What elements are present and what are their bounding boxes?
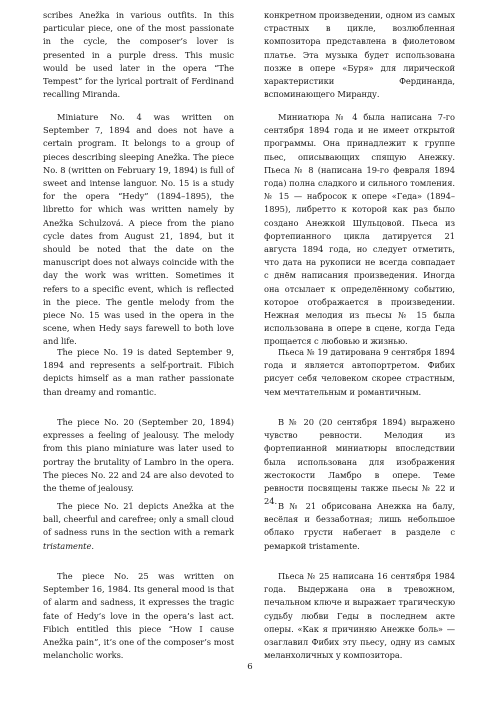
english-paragraph-5 — [43, 500, 234, 553]
english-column — [43, 346, 234, 399]
russian-column — [264, 111, 455, 349]
english-column — [43, 500, 234, 553]
english-paragraph-5-end: . — [91, 540, 94, 551]
english-paragraph-2: Miniature No. 4 was written on September 7, 1894 and does not have a certain program. It belongs to a group of pieces describing sleeping Anežka. The piece No. 8 (written on February 19, 1894) is full of sweet and intense languor. No. 15 is a study for the opera “Hedy” (1894–1895), the libretto for which was written namely by Anežka Schulzová. A piece from the piano cycle dates from August 21, 1894, but it should be noted that the date on the manuscript does not always coincide with the day the work was written. Sometimes it refers to a specific event, which is reflected in the piece. The gentle melody from the piece No. 15 was used in the opera in the scene, when Hedy says farewell to both love and life. — [43, 112, 234, 347]
russian-column — [264, 416, 455, 508]
russian-column — [264, 346, 455, 399]
english-column — [43, 416, 234, 495]
english-paragraph-6: The piece No. 25 was written on September 16, 1984. Its general mood is that of alarm and sadness, it expresses the tragic fate of Hedy’s love in the opera’s last act. Fibich entitled this piece “How I cause Anežka pain”, it’s one of the composer’s most melancholic works. — [43, 571, 234, 661]
english-column — [43, 570, 234, 662]
page-number: 6 — [247, 662, 253, 672]
russian-paragraph-3: Пьеса № 19 датирована 9 сентября 1894 года и является автопортретом. Фибих рисует себя человеком скорее страстным, чем мечтательным и романтичным. — [264, 347, 455, 397]
english-paragraph-4: The piece No. 20 (September 20, 1894) expresses a feeling of jealousy. The melody from this piano miniature was later used to portray the brutality of Lambro in the opera. The pieces No. 22 and 24 are also devoted to the theme of jealousy. — [43, 417, 234, 494]
english-paragraph-3: The piece No. 19 is dated September 9, 1894 and represents a self-portrait. Fibich depicts himself as a man rather passionate than dreamy and romantic. — [43, 347, 234, 397]
russian-paragraph-6: Пьеса № 25 написана 16 сентября 1984 года. Выдержана она в тревожном, печальном ключе и выражает трагическую судьбу любви Геды в последнем акте оперы. «Как я причиняю Анежке боль» — озаглавил Фибих эту пьесу, одну из самых меланхоличных у композитора. — [264, 571, 455, 661]
russian-paragraph-1: конкретном произведении, одном из самых страстных в цикле, возлюбленная композитора представлена в фиолетовом платье. Эта музыка будет использована позже в опере «Буря» для лирической характеристики Фердинанда, вспоминающего Миранду. — [264, 10, 455, 100]
russian-paragraph-4: В № 20 (20 сентября 1894) выражено чувство ревности. Мелодия из фортепианной миниатюры впоследствии была использована для изображения жестокости Ламбро в опере. Теме ревности посвящены также пьесы № 22 и 24. — [264, 417, 455, 507]
english-column — [43, 111, 234, 349]
english-column — [43, 9, 234, 101]
english-paragraph-5-text: The piece No. 21 depicts Anežka at the ball, cheerful and carefree; only a small cloud of sadness runs in the section with a remark — [43, 501, 234, 538]
russian-column — [264, 570, 455, 662]
russian-column — [264, 9, 455, 101]
english-paragraph-1: scribes Anežka in various outfits. In this particular piece, one of the most passionate in the cycle, the composer’s lover is presented in a purple dress. This music would be used later in the opera “The Tempest” for the lyrical portrait of Ferdinand recalling Miranda. — [43, 10, 234, 100]
russian-paragraph-5: В № 21 обрисована Анежка на балу, весёлая и беззаботная; лишь небольшое облако грусти набегает в разделе с ремаркой tristamente. — [264, 501, 455, 551]
tristamente-remark: tristamente — [43, 540, 92, 551]
russian-paragraph-2: Миниатюра № 4 была написана 7-го сентября 1894 года и не имеет открытой программы. Она принадлежит к группе пьес, описывающих спящую Анежку. Пьеса № 8 (написана 19-го февраля 1894 года) полна сладкого и сильного томления. № 15 — набросок к опере «Геда» (1894–1895), либретто к которой как раз было создано Анежкой Шульцовой. Пьеса из фортепианного цикла датируется 21 августа 1894 года, но следует отметить, что дата на рукописи не всегда совпадает с днём написания произведения. Иногда она отсылает к определённому событию, которое отображается в произведении. Нежная мелодия из пьесы № 15 была использована в опере в сцене, когда Геда прощается с любовью и жизнью. — [264, 112, 455, 347]
russian-column — [264, 500, 455, 553]
